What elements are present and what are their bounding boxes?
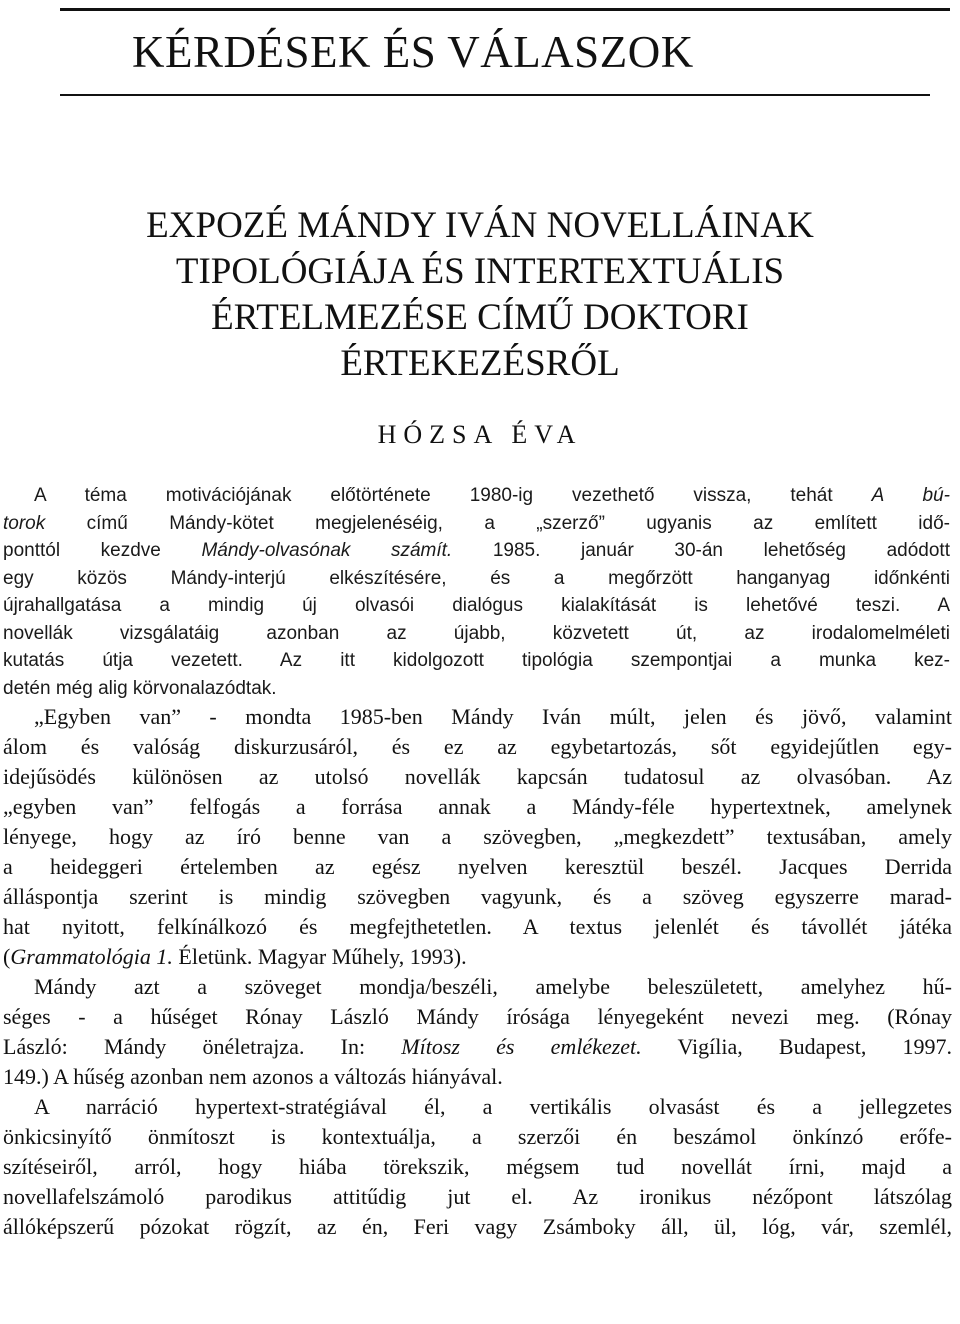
text-segment: önkicsinyítő önmítoszt is kontextuálja, a szerzői én beszámol önkínzó erőfe- — [3, 1124, 952, 1149]
text-line — [0, 565, 960, 593]
text-segment: A téma motivációjának előtörténete 1980-ig vezethető vissza, tehát — [34, 485, 872, 506]
text-segment: Grammatológia 1. — [10, 944, 173, 969]
paragraph — [0, 702, 960, 972]
text-line — [0, 702, 960, 732]
text-line — [0, 792, 960, 822]
paragraph — [0, 482, 960, 702]
text-segment: Mítosz és emlékezet. — [401, 1034, 642, 1059]
text-segment: Mándy azt a szöveget mondja/beszéli, amelybe beleszületett, amelyhez hű- — [34, 974, 952, 999]
text-segment: A narráció hypertext-stratégiával él, a vertikális olvasást és a jellegzetes — [34, 1094, 952, 1119]
text-segment: novellák vizsgálatáig azonban az újabb, közvetett út, az irodalomelméleti — [3, 622, 950, 644]
text-segment: állóképszerű pózokat rögzít, az én, Feri vagy Zsámboky áll, ül, lóg, vár, szemlél, — [3, 1214, 952, 1239]
text-segment: a heideggeri értelemben az egész nyelven keresztül beszél. Jacques Derrida — [3, 854, 952, 879]
text-segment: „egyben van” felfogás a forrása annak a Mándy-féle hypertextnek, amelynek — [3, 794, 952, 819]
text-line — [0, 1032, 960, 1062]
text-segment: Vigília, Budapest, 1997. — [641, 1034, 953, 1059]
text-segment: idejűsödés különösen az utolsó novellák kapcsán tudatosul az olvasóban. Az — [3, 764, 952, 789]
text-segment: egy közös Mándy-interjú elkészítésére, és a megőrzött hanganyag időnkénti — [3, 567, 950, 589]
text-line — [0, 882, 960, 912]
text-line — [0, 1002, 960, 1032]
text-line — [0, 592, 960, 620]
text-segment: novellafelszámoló parodikus attitűdig jut el. Az ironikus nézőpont látszólag — [3, 1184, 952, 1209]
text-line — [0, 942, 960, 972]
article-body — [0, 482, 960, 1242]
text-segment: lényege, hogy az író benne van a szövegben, „megkezdett” textusában, amely — [3, 824, 952, 849]
text-line — [0, 852, 960, 882]
text-segment: „Egyben van” - mondta 1985-ben Mándy Iván múlt, jelen és jövő, valamint — [34, 704, 952, 729]
text-line — [0, 912, 960, 942]
text-segment: séges - a hűséget Rónay László Mándy írósága lényegeként nevezi meg. (Rónay — [3, 1004, 952, 1029]
text-line — [0, 482, 960, 510]
text-segment: 1985. január 30-án lehetőség adódott — [452, 540, 950, 561]
text-segment: László: Mándy önéletrajza. In: — [3, 1034, 402, 1059]
text-segment: ponttól kezdve — [3, 540, 202, 561]
text-line — [0, 1122, 960, 1152]
article-title-line: TIPOLÓGIÁJA ÉS INTERTEXTUÁLIS — [175, 251, 785, 292]
text-line — [0, 732, 960, 762]
text-segment: álláspontja szerint is mindig szövegben vagyunk, és a szöveg egyszerre marad- — [3, 884, 952, 909]
text-segment: detén még alig körvonalazódtak. — [3, 677, 277, 699]
text-line — [0, 1182, 960, 1212]
text-line — [0, 822, 960, 852]
text-segment: 149.) A hűség azonban nem azonos a változás hiányával. — [3, 1064, 503, 1089]
text-segment: álom és valóság diskurzusáról, és ez az egybetartozás, sőt egyidejűtlen egy- — [3, 734, 952, 759]
text-line — [0, 1152, 960, 1182]
article-title-line: ÉRTELMEZÉSE CÍMŰ DOKTORI — [211, 297, 749, 338]
text-segment: torok — [3, 512, 46, 534]
text-line — [0, 537, 960, 565]
text-line — [0, 1062, 960, 1092]
text-segment: Mándy-olvasónak számít. — [201, 540, 453, 561]
text-line — [0, 1212, 960, 1242]
article-title — [40, 203, 920, 387]
section-heading: KÉRDÉSEK ÉS VÁLASZOK — [132, 27, 694, 77]
top-rule — [60, 8, 950, 11]
author-name: HÓZSA ÉVA — [377, 420, 583, 449]
text-segment: hat nyitott, felkínálkozó és megfejthetetlen. A textus jelenlét és távollét játéka — [3, 914, 952, 939]
text-line — [0, 647, 960, 675]
text-segment: című Mándy-kötet megjelenéséig, a „szerző” ugyanis az említett idő- — [45, 512, 950, 534]
paragraph — [0, 1092, 960, 1242]
text-segment: Életünk. Magyar Műhely, 1993). — [172, 944, 467, 969]
text-segment: kutatás útja vezetett. Az itt kidolgozott tipológia szempontjai a munka kez- — [3, 650, 950, 671]
text-line — [0, 510, 960, 538]
article-title-line: EXPOZÉ MÁNDY IVÁN NOVELLÁINAK — [146, 205, 814, 246]
text-segment: ( — [3, 944, 11, 969]
heading-rule — [60, 94, 930, 96]
text-segment: újrahallgatása a mindig új olvasói dialógus kialakítását is lehetővé teszi. A — [3, 595, 950, 616]
text-line — [0, 1092, 960, 1122]
text-line — [0, 620, 960, 648]
text-segment: A bú- — [871, 485, 950, 506]
paragraph — [0, 972, 960, 1092]
text-segment: szítéseiről, arról, hogy hiába törekszik, mégsem tud novellát írni, majd a — [3, 1154, 952, 1179]
article-title-line: ÉRTEKEZÉSRŐL — [340, 343, 620, 384]
text-line — [0, 675, 960, 703]
text-line — [0, 762, 960, 792]
text-line — [0, 972, 960, 1002]
